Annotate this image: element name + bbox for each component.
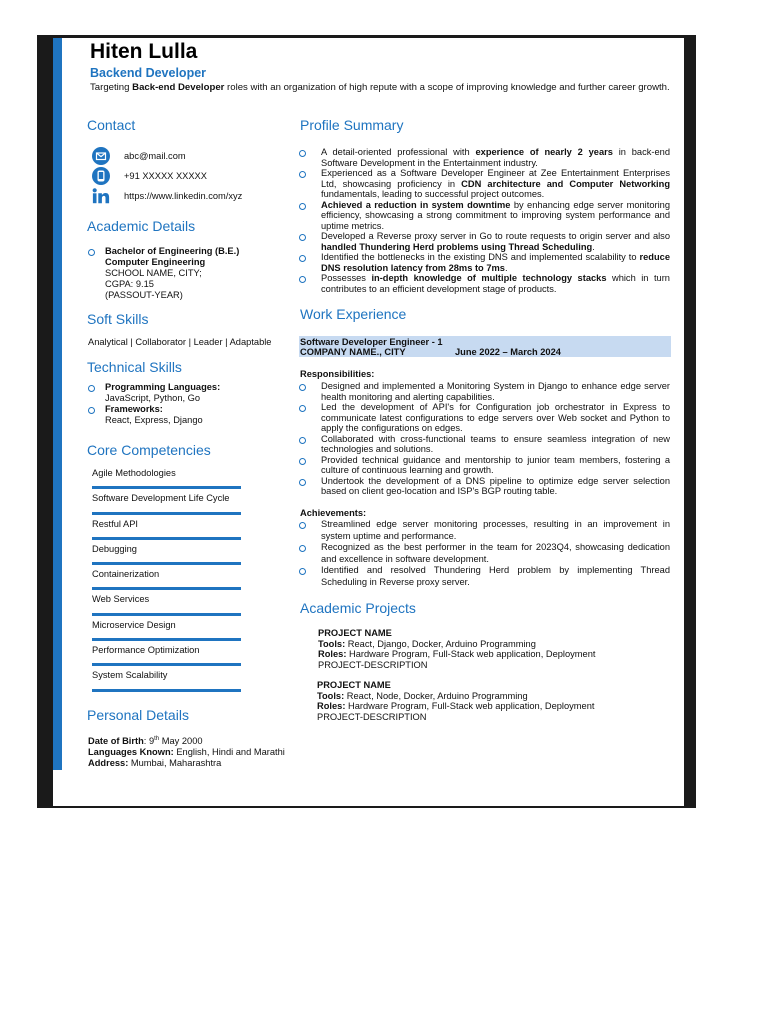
- profile-summary-list: [299, 147, 670, 294]
- skill-label: Programming Languages:: [105, 382, 221, 392]
- competency-item: [92, 641, 241, 666]
- contact-linkedin[interactable]: https://www.linkedin.com/xyz: [124, 191, 243, 201]
- soft-skills-text: Analytical | Collaborator | Leader | Adaptable: [88, 337, 272, 347]
- responsibility-item: Led the development of API's for Configuration job orchestrator in Express to communicate latest configurations to edge servers over Web socket and Python to apply the configurations on edges.: [299, 402, 670, 434]
- academic-heading: Academic Details: [87, 218, 196, 234]
- contact-phone-row: [92, 167, 207, 185]
- competency-item: [92, 565, 241, 590]
- soft-skills-heading: Soft Skills: [87, 311, 149, 327]
- profile-text: Possesses: [321, 273, 372, 283]
- achievements-list: [299, 519, 670, 588]
- competency-item: [92, 515, 241, 540]
- project-roles: [318, 649, 658, 660]
- personal-details: [88, 734, 288, 769]
- address: [88, 758, 288, 769]
- dob-label: Date of Birth: [88, 736, 144, 747]
- competency-label: Web Services: [92, 594, 150, 605]
- academic-projects-heading: Academic Projects: [300, 600, 416, 616]
- profile-item: [299, 273, 670, 294]
- profile-text: fundamentals, leading to successful project outcomes.: [321, 189, 545, 199]
- objective-text-rest: roles with an organization of high repute with a scope of improving knowledge and further career growth.: [224, 82, 670, 93]
- date-of-birth: [88, 734, 288, 747]
- branch: Computer Engineering: [105, 257, 206, 267]
- company-name: COMPANY NAME., CITY: [300, 347, 406, 357]
- tools-label: Tools:: [318, 638, 346, 649]
- competency-item: [92, 616, 241, 641]
- address-label: Address:: [88, 758, 129, 769]
- profile-text: .: [592, 241, 595, 252]
- profile-text: Identified the bottlenecks in the existing DNS and implemented scalability to: [321, 252, 640, 262]
- achievement-item: Streamlined edge server monitoring processes, resulting in an improvement in system uptime and performance.: [299, 519, 670, 542]
- languages-known: [88, 747, 288, 758]
- competency-label: System Scalability: [92, 670, 168, 681]
- job-dates: June 2022 – March 2024: [455, 347, 561, 357]
- profile-text: by enhancing edge server monitoring efficiency, showcasing a strong commitment to improving system performance and uptime metrics.: [321, 199, 670, 231]
- responsibility-item: Provided technical guidance and mentorship to junior team members, fostering a culture of continuous learning and growth.: [299, 455, 670, 476]
- project-entry: [318, 628, 658, 670]
- mail-icon: [92, 147, 110, 165]
- contact-phone: +91 XXXXX XXXXX: [124, 171, 207, 181]
- work-experience-heading: Work Experience: [300, 306, 407, 322]
- competency-item: [92, 489, 241, 514]
- profile-item: [299, 231, 670, 252]
- technical-skill-item: [88, 404, 278, 426]
- achievement-item: Recognized as the best performer in the team for 2023Q4, showcasing dedication and excellence in software development.: [299, 542, 670, 565]
- profile-text: .: [504, 262, 508, 273]
- languages-value: English, Hindi and Marathi: [173, 747, 285, 758]
- skill-value: JavaScript, Python, Go: [105, 393, 201, 403]
- competency-label: Restful API: [92, 518, 138, 529]
- profile-highlight: experience of nearly 2 years: [475, 147, 613, 157]
- profile-highlight: CDN architecture and Computer Networking: [461, 178, 670, 189]
- project-tools: [318, 639, 658, 650]
- profile-highlight: Achieved a reduction in system downtime: [321, 199, 511, 210]
- competency-item: [92, 666, 241, 691]
- competency-label: Debugging: [92, 543, 137, 554]
- roles-label: Roles:: [318, 649, 347, 659]
- core-competencies-heading: Core Competencies: [87, 442, 211, 458]
- contact-email-row: [92, 147, 186, 165]
- competency-item: [92, 590, 241, 615]
- roles-value: Hardware Program, Full-Stack web application, Deployment: [346, 649, 596, 659]
- profile-item: [299, 147, 670, 168]
- profile-highlight: handled Thundering Herd problems using Thread Scheduling: [321, 241, 593, 252]
- degree: Bachelor of Engineering (B.E.): [105, 246, 240, 256]
- profile-item: [299, 168, 670, 200]
- job-header: [299, 336, 671, 357]
- profile-summary-heading: Profile Summary: [300, 117, 404, 133]
- skill-label: Frameworks:: [105, 404, 163, 414]
- contact-heading: Contact: [87, 117, 136, 133]
- accent-bar: [53, 38, 62, 770]
- skill-value: React, Express, Django: [105, 415, 203, 425]
- project-tools: [317, 691, 657, 702]
- profile-item: [299, 252, 670, 273]
- tools-value: React, Node, Docker, Arduino Programming: [344, 690, 528, 701]
- profile-text: in back-end Software Development in the Entertainment industry.: [321, 147, 670, 168]
- profile-item: [299, 200, 670, 232]
- competency-label: Microservice Design: [92, 619, 176, 630]
- competency-label: Agile Methodologies: [92, 468, 176, 478]
- responsibilities-list: [299, 381, 670, 497]
- career-objective: [90, 82, 670, 94]
- profile-highlight: reduce DNS resolution latency from 28ms to 7ms: [321, 252, 670, 273]
- personal-details-heading: Personal Details: [87, 707, 189, 723]
- technical-skills-list: [88, 382, 278, 426]
- objective-role: Back-end Developer: [132, 82, 225, 93]
- candidate-name: Hiten Lulla: [90, 40, 198, 63]
- project-roles: [317, 701, 657, 712]
- achievements-heading: Achievements:: [300, 508, 367, 518]
- languages-label: Languages Known:: [88, 747, 174, 758]
- profile-text: Developed a Reverse proxy server in Go to route requests to origin server and also: [321, 231, 670, 241]
- profile-text: Experienced as a Software Developer Engineer at Zee Entertainment Enterprises Ltd, showcasing proficiency in: [321, 168, 670, 189]
- achievement-item: Identified and resolved Thundering Herd problem by implementing Thread Scheduling in Reverse proxy server.: [299, 565, 670, 588]
- project-entry: [317, 680, 657, 722]
- project-name: PROJECT NAME: [317, 680, 391, 690]
- tools-value: React, Django, Docker, Arduino Programming: [345, 638, 536, 649]
- competency-underline: [92, 689, 241, 692]
- dob-value: : 9: [143, 736, 155, 747]
- tools-label: Tools:: [317, 690, 345, 701]
- contact-linkedin-row: [92, 187, 242, 205]
- school: SCHOOL NAME, CITY;: [105, 268, 202, 278]
- dob-sup: th: [154, 736, 160, 742]
- responsibility-item: Collaborated with cross-functional teams to ensure seamless integration of new technologies and solutions.: [299, 434, 670, 455]
- profile-highlight: in-depth knowledge of multiple technology stacks: [371, 273, 607, 283]
- linkedin-icon: [92, 187, 110, 205]
- profile-text: A detail-oriented professional with: [321, 147, 476, 157]
- objective-text: Targeting: [90, 82, 133, 93]
- responsibility-item: Undertook the development of a DNS pipeline to optimize edge server selection based on client geo-location and ISP's BGP routing table.: [299, 476, 670, 497]
- competency-item: [92, 540, 241, 565]
- contact-email[interactable]: abc@mail.com: [124, 151, 186, 161]
- project-description: PROJECT-DESCRIPTION: [318, 659, 428, 670]
- competency-label: Containerization: [92, 569, 160, 580]
- candidate-role: Backend Developer: [90, 66, 207, 80]
- phone-icon: [92, 167, 110, 185]
- responsibility-item: Designed and implemented a Monitoring System in Django to enhance edge server health monitoring and alerting capabilities.: [299, 381, 670, 402]
- competency-label: Software Development Life Cycle: [92, 493, 230, 504]
- competencies-list: [92, 464, 241, 692]
- technical-skills-heading: Technical Skills: [87, 359, 182, 375]
- dob-rest: May 2000: [159, 736, 203, 747]
- roles-value: Hardware Program, Full-Stack web application, Deployment: [345, 701, 595, 711]
- competency-label: Performance Optimization: [92, 645, 200, 656]
- academic-list: [88, 246, 278, 301]
- roles-label: Roles:: [317, 701, 346, 711]
- address-value: Mumbai, Maharashtra: [128, 758, 222, 769]
- technical-skill-item: [88, 382, 278, 404]
- academic-item: [88, 246, 278, 301]
- project-name: PROJECT NAME: [318, 628, 392, 638]
- cgpa: CGPA: 9.15: [105, 279, 154, 289]
- project-description: PROJECT-DESCRIPTION: [317, 711, 427, 722]
- responsibilities-heading: Responsibilities:: [300, 369, 375, 379]
- competency-item: [92, 464, 241, 489]
- profile-text: which in turn contributes to an efficient development stage of products.: [321, 273, 670, 294]
- job-title: Software Developer Engineer - 1: [300, 337, 443, 347]
- passout-year: (PASSOUT-YEAR): [105, 290, 183, 300]
